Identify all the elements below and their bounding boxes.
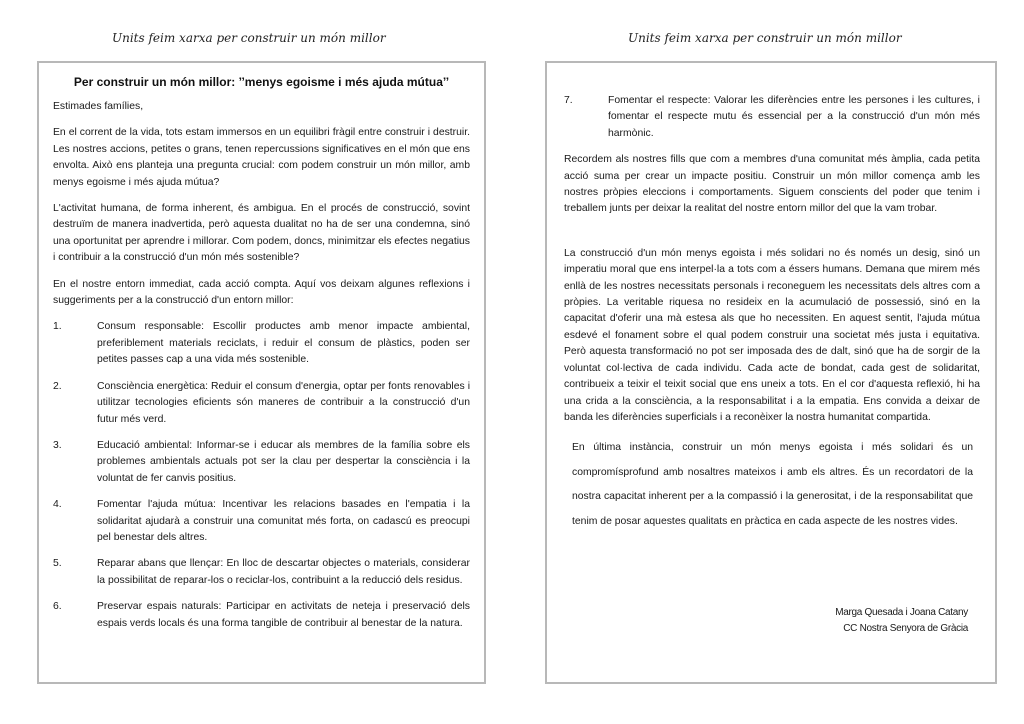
list-item-number: 3. (53, 439, 62, 451)
list-item-text: Consciència energètica: Reduir el consum d'energia, optar per fonts renovables i utilitzar tecnologies eficients són maneres de contribuir a la construcció d'un futur més verd. (97, 380, 470, 425)
list-item (53, 497, 470, 546)
list-item-text: Reparar abans que llençar: En lloc de descartar objectes o materials, considerar la possibilitat de reparar-los o reciclar-los, contribuint a la reducció dels residus. (97, 558, 470, 586)
left-page-panel (37, 61, 486, 684)
list-item (564, 93, 980, 142)
list-item-number: 2. (53, 380, 62, 392)
page-header-right: Units feim xarxa per construir un món millor (628, 31, 902, 45)
list-item-text: Consum responsable: Escollir productes amb menor impacte ambiental, preferiblement materials reciclats, i reduir el consum de plàstics, poden ser petites passes cap a una vida més sostenible. (97, 321, 470, 366)
list-item-number: 5. (53, 558, 62, 570)
list-item-text: Fomentar el respecte: Valorar les diferències entre les persones i les cultures, i fomentar el respecte mutu és essencial per a la construcció d'un món més harmònic. (608, 95, 980, 139)
list-item-text: Preservar espais naturals: Participar en activitats de neteja i preservació dels espais verds locals és una forma tangible de contribuir al benestar de la natura. (97, 601, 470, 629)
list-item-number: 6. (53, 601, 62, 613)
paragraph-intro: En el corrent de la vida, tots estam immersos en un equilibri fràgil entre construir i destruir. Les nostres accions, petites o grans, tenen repercussions significatives en el món que ens envolta. Això ens planteja una pregunta crucial: com podem construir un món millor, amb menys egoisme i més ajuda mútua? (53, 127, 470, 188)
list-item-text: Educació ambiental: Informar-se i educar als membres de la família sobre els problemes ambientals actuals pot ser la clau per despertar la consciència i la voluntat de fer canvis positius. (97, 439, 470, 484)
paragraph-moral-imperative: La construcció d'un món menys egoista i més solidari no és només un desig, sinó un imperatiu moral que ens interpel·la a tots com a éssers humans. Demana que mirem més enllà de les nostres necessitats personals i reconeguem les necessitats dels altres com a pròpies. La veritable riquesa no resideix en la acumulació de possessió, sinó en la capacitat d'oferir una mà estesa als que ho necessiten. En aquest sentit, l'ajuda mútua esdevé el fonament sobre el qual podem construir una societat més justa i equitativa. Però aquesta transformació no pot ser imposada des de dalt, sinó que ha de sorgir de la voluntat col·lectiva de cada individu. Cada acte de bondat, cada gest de solidaritat, contribueix a teixir el teixit social que ens uneix a tots. En el cor d'aquesta reflexió, hi ha una crida a la consciència, a la responsabilitat i a la empatia. Ens convida a deixar de banda les diferències superficials i a reconèixer la nostra humanitat compartida. (564, 247, 980, 423)
paragraph-suggestions-intro: En el nostre entorn immediat, cada acció compta. Aquí vos deixam algunes reflexions i suggeriments per a la construcció d'un entorn millor: (53, 278, 470, 307)
letter-title: Per construir un món millor: ’’menys egoisme i més ajuda mútua’’ (73, 75, 450, 89)
list-item-number: 7. (564, 95, 573, 106)
signature-names: Marga Quesada i Joana Catany (835, 607, 968, 618)
paragraph-remember: Recordem als nostres fills que com a membres d'una comunitat més àmplia, cada petita acció suma per crear un impacte positiu. Construir un món millor comença amb les nostres pròpies eleccions i comportaments. Siguem conscients del poder que tenim i treballem junts per deixar la realitat del nostre entorn millor del que la vam trobar. (564, 154, 980, 215)
greeting: Estimades famílies, (53, 101, 144, 112)
list-item-number: 4. (53, 499, 62, 511)
list-item (53, 556, 470, 589)
closing-block (569, 436, 980, 534)
signature-school: CC Nostra Senyora de Gràcia (843, 623, 968, 634)
list-item (53, 379, 470, 428)
list-item-text: Fomentar l'ajuda mútua: Incentivar les relacions basades en l'empatia i la solidaritat ajudarà a construir una comunitat més forta, on cadascú es preocupi pel benestar dels altres. (97, 499, 470, 543)
list-item (53, 319, 470, 368)
paragraph-closing: En última instància, construir un món menys egoista i més solidari és un compromísprofund amb nosaltres mateixos i amb els altres. És un recordatori de la nostra capacitat inherent per a la compassió i la generositat, i de la responsabilitat que tenim de posar aquestes qualitats en pràctica en cada aspecte de les nostres vides. (572, 442, 973, 527)
paragraph-human-activity: L'activitat humana, de forma inherent, és ambigua. En el procés de construcció, sovint destruïm de manera inadvertida, però aquesta dualitat no ha de ser una condemna, sinó una oportunitat per aprendre i millorar. Com podem, doncs, minimitzar els efectes negatius i contribuir a la construcció d'un món més sostenible? (53, 203, 470, 264)
list-item-number: 1. (53, 321, 62, 333)
right-page-panel (545, 61, 997, 684)
list-item (53, 438, 470, 487)
spacer (564, 228, 980, 246)
page-header-left: Units feim xarxa per construir un món millor (112, 31, 386, 45)
list-item (53, 599, 470, 632)
